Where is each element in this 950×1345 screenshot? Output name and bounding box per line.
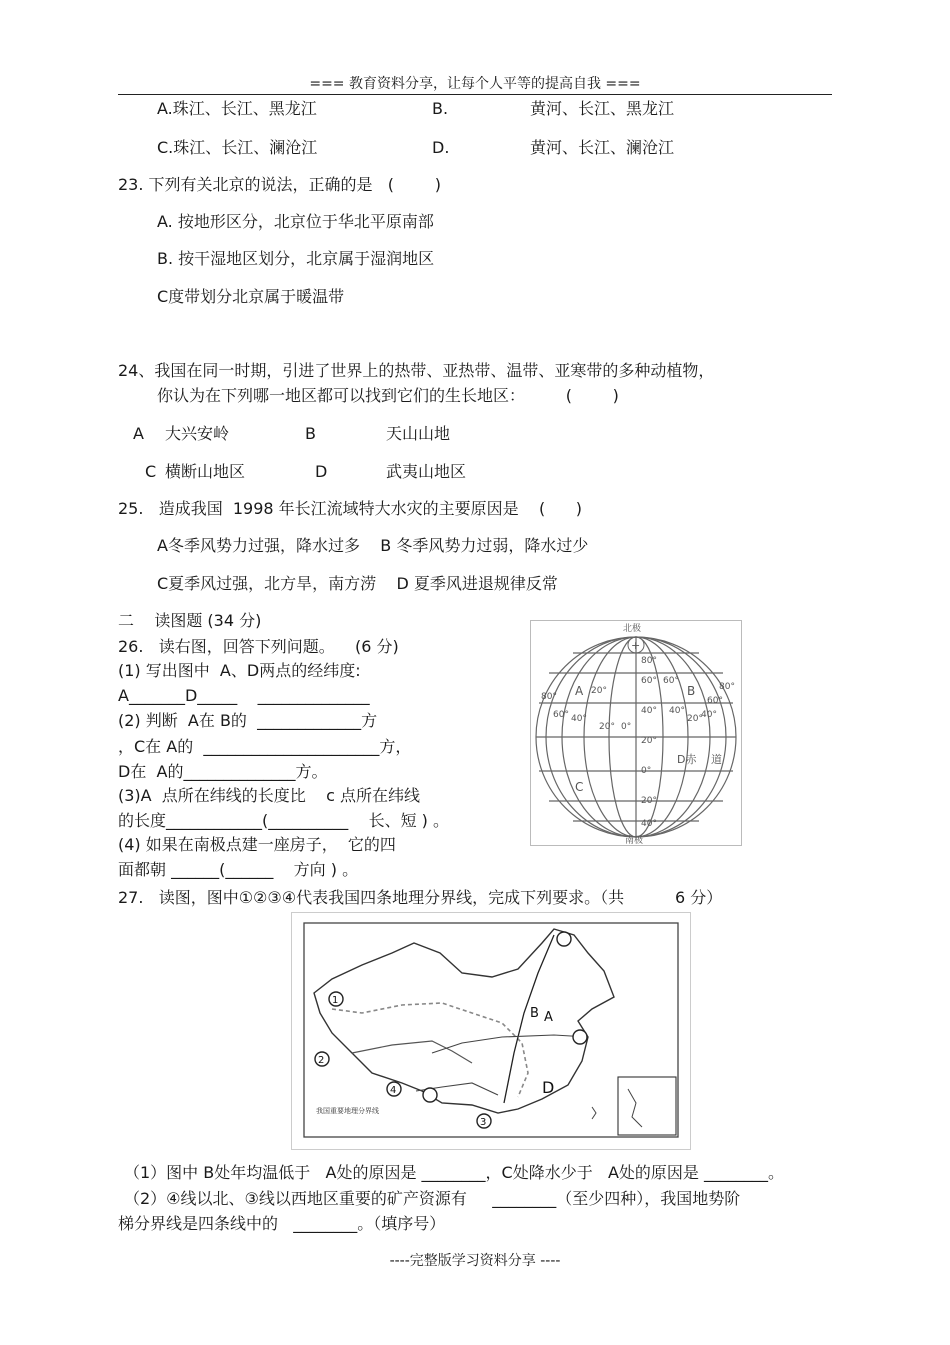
q26-part2b: ，C在 A的 ______________________方， (118, 737, 412, 756)
q25-options-cd: C夏季风过强，北方旱，南方涝 D 夏季风进退规律反常 (157, 574, 558, 593)
lon-label: 0° (621, 722, 632, 732)
lon-label: 20° (591, 686, 607, 696)
q24-option-b: 天山山地 (386, 424, 451, 443)
q26-part1: (1) 写出图中 A、D两点的经纬度: (118, 661, 361, 680)
q22-option-d: 黄河、长江、澜沧江 (530, 138, 675, 157)
q24-option-a-letter: A (133, 424, 144, 443)
svg-text:+: + (631, 639, 641, 652)
q22-option-c: C.珠江、长江、澜沧江 (157, 138, 318, 157)
lat-label: 40° (641, 706, 657, 716)
line-1-marker: 1 (332, 995, 339, 1006)
globe-south-label: 南极 (625, 836, 644, 845)
lon-label: 80° (719, 682, 735, 692)
lon-label: 40° (669, 706, 685, 716)
q26-part3b: 的长度____________(__________ 长、短 ) 。 (118, 811, 450, 830)
q24-option-d: 武夷山地区 (386, 462, 467, 481)
q23-option-a: A. 按地形区分，北京位于华北平原南部 (157, 212, 434, 231)
lon-label: 60° (553, 710, 569, 720)
lat-label: 0° (641, 766, 652, 776)
map-caption: 我国重要地理分界线 (316, 1107, 379, 1115)
q27-part1: （1）图中 B处年均温低于 A处的原因是 ________，C处降水少于 A处的原因是 ________。 (124, 1163, 784, 1182)
lon-label: 40° (571, 714, 587, 724)
lon-label: 80° (541, 692, 557, 702)
q22-option-d-letter: D. (432, 138, 450, 157)
globe-equator-label: 道 (711, 753, 722, 766)
q23-option-c: C度带划分北京属于暖温带 (157, 287, 345, 306)
map-point-a: A (544, 1010, 553, 1025)
lon-label: 20° (687, 714, 703, 724)
q27-part2: （2）④线以北、③线以西地区重要的矿产资源有 ________（至少四种），我国地势阶 (124, 1189, 741, 1208)
q26-stem: 26. 读右图，回答下列问题。 (6 分) (118, 637, 399, 656)
q24-stem-line2: 你认为在下列哪一地区都可以找到它们的生长地区： ( ) (157, 386, 619, 405)
lon-label: 20° (599, 722, 615, 732)
q25-stem: 25. 造成我国 1998 年长江流域特大水灾的主要原因是 ( ) (118, 499, 583, 518)
q24-option-c: 横断山地区 (165, 462, 246, 481)
section-title: 二 读图题 (34 分) (118, 611, 262, 630)
q22-option-b: 黄河、长江、黑龙江 (530, 99, 675, 118)
q27-stem: 27. 读图，图中①②③④代表我国四条地理分界线，完成下列要求。（共 6 分） (118, 888, 723, 907)
china-map (292, 913, 690, 1149)
lon-label: 60° (663, 676, 679, 686)
q26-part1-blanks: A_______D_____ ______________ (118, 686, 370, 705)
lat-label: 40° (641, 819, 657, 829)
lat-label: 80° (641, 656, 657, 666)
china-map-figure (291, 912, 691, 1150)
lat-label: 20° (641, 736, 657, 746)
globe-point-a: A (575, 684, 584, 698)
globe-figure (530, 620, 742, 846)
q24-option-c-letter: C (145, 462, 157, 481)
q26-part4: (4) 如果在南极点建一座房子， 它的四 (118, 835, 396, 854)
globe-graticule (531, 621, 741, 845)
header-rule (118, 94, 832, 95)
line-3-marker: 3 (480, 1117, 487, 1128)
q26-part4b: 面都朝 ______(______ 方向 ) 。 (118, 860, 359, 879)
line-4-marker: 4 (390, 1085, 397, 1096)
q25-options-ab: A冬季风势力过强，降水过多 B 冬季风势力过弱，降水过少 (157, 536, 589, 555)
globe-point-c: C (575, 780, 584, 794)
q24-option-a: 大兴安岭 (165, 424, 230, 443)
q27-part2b: 梯分界线是四条线中的 ________。（填序号） (118, 1214, 446, 1233)
globe-point-b: B (687, 684, 696, 698)
q22-option-b-letter: B. (432, 99, 449, 118)
map-point-b: B (530, 1006, 539, 1021)
line-2-marker: 2 (318, 1055, 325, 1066)
map-point-d: D (542, 1078, 555, 1097)
q26-part2: (2) 判断 A在 B的 _____________方 (118, 711, 378, 730)
globe-north-label: 北极 (623, 624, 642, 634)
q24-option-d-letter: D (315, 462, 328, 481)
lat-label: 60° (641, 676, 657, 686)
q26-part2c: D在 A的______________方。 (118, 762, 328, 781)
q22-option-a: A.珠江、长江、黑龙江 (157, 99, 317, 118)
page-header: === 教育资料分享，让每个人平等的提高自我 === (309, 76, 641, 92)
globe-point-d: D赤 (677, 753, 697, 766)
q23-stem: 23. 下列有关北京的说法，正确的是 ( ) (118, 175, 441, 194)
lon-label: 40° (701, 710, 717, 720)
q23-option-b: B. 按干湿地区划分，北京属于湿润地区 (157, 249, 435, 268)
q24-stem-line1: 24、我国在同一时期，引进了世界上的热带、亚热带、温带、亚寒带的多种动植物， (118, 361, 715, 380)
lat-label: 20° (641, 796, 657, 806)
q26-part3: (3)A 点所在纬线的长度比 c 点所在纬线 (118, 786, 421, 805)
page-footer: ----完整版学习资料分享 ---- (389, 1253, 561, 1269)
q24-option-b-letter: B (305, 424, 316, 443)
lon-label: 60° (707, 696, 723, 706)
